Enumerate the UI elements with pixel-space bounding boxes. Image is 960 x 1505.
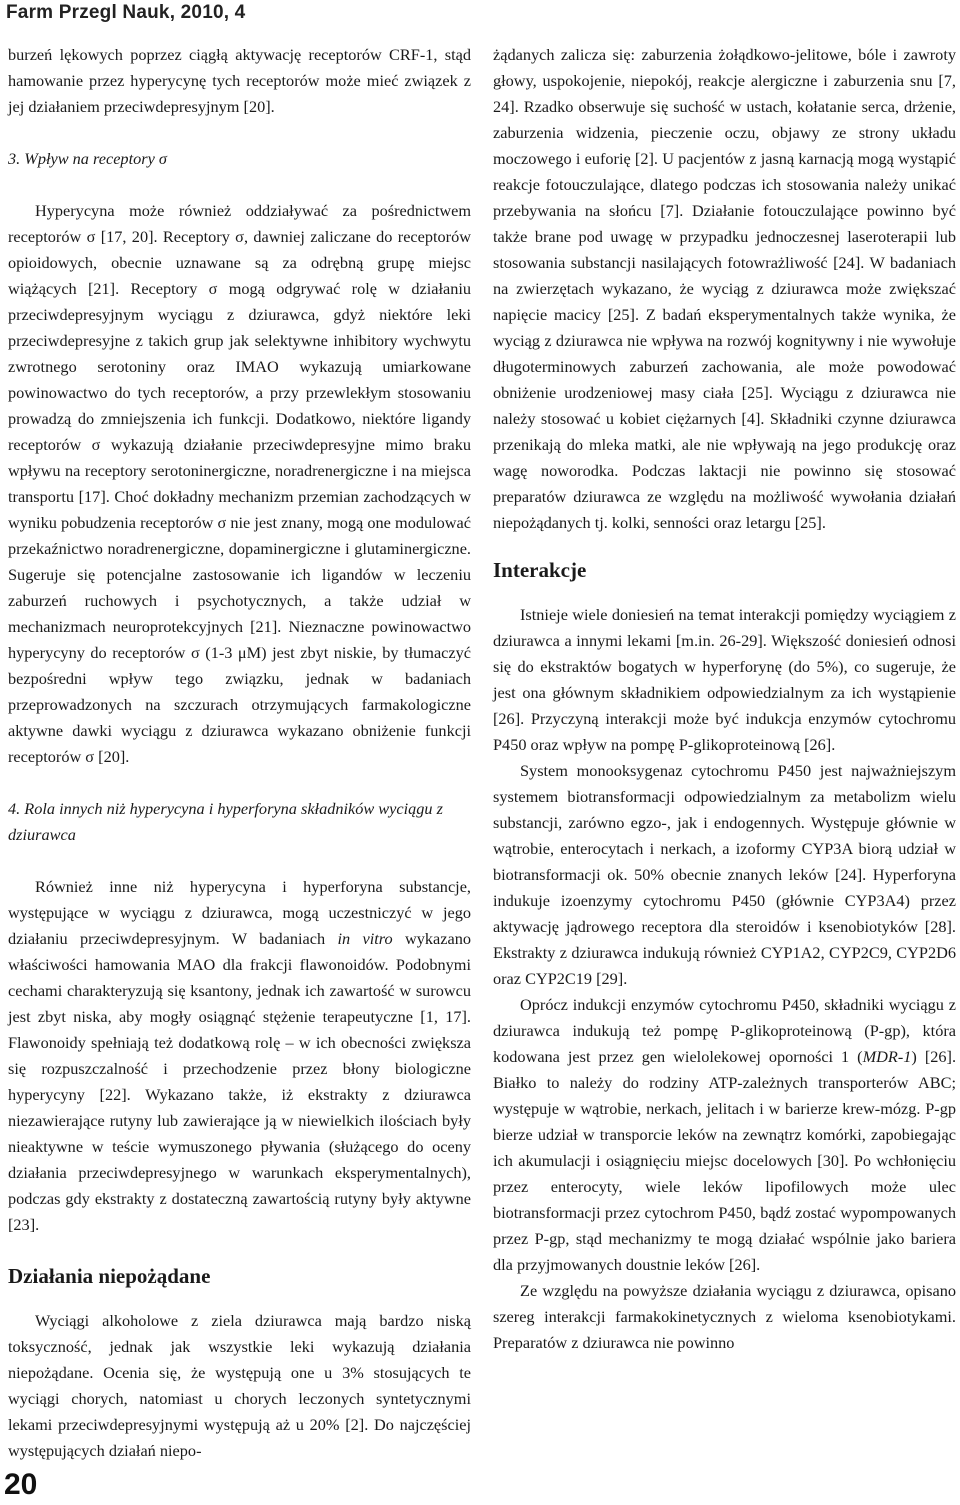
text-run: Oprócz indukcji enzymów cytochromu P450, składniki wyciągu z dziurawca indukują też pompę P-glikoproteinową (P-gp), która kodowana jest przez gen wielolekowej oporności 1 ( xyxy=(493,995,956,1066)
text-run: ) [26]. Białko to należy do rodziny ATP-zależnych transporterów ABC; występuje w wątrobie, nerkach, jelitach i w barierze krew-mózg. P-gp bierze udział w transporcie leków na zewnątrz komórki, zapobiegając ich akumulacji i osiągnięciu miejsc docelowych [30]. Po wchłonięciu przez enterocyty, wiele leków lipofilowych może ulec biotransformacji przez cytochrom P450, bądź zostać wypompowanych przez P-gp, stąd mechanizmy te mogą działać wspólnie jako bariera dla przyjmowanych doustnie leków [26]. xyxy=(493,1047,957,1274)
subsection-heading-4: 4. Rola innych niż hyperycyna i hyperforyna składników wyciągu z dziurawca xyxy=(8,799,443,844)
right-column xyxy=(493,42,956,1356)
italic-text: in vitro xyxy=(337,929,393,948)
paragraph: burzeń lękowych poprzez ciągłą aktywację receptorów CRF-1, stąd hamowanie przez hyperycynę tych receptorów może mieć związek z jej działaniem przeciwdepresyjnym [20]. xyxy=(8,45,471,116)
paragraph xyxy=(493,992,956,1278)
paragraph xyxy=(8,874,471,1238)
journal-header: Farm Przegl Nauk, 2010, 4 xyxy=(6,2,246,23)
paragraph: żądanych zalicza się: zaburzenia żołądkowo-jelitowe, bóle i zawroty głowy, uspokojenie, niepokój, reakcje alergiczne i zaburzenia snu [7, 24]. Rzadko obserwuje się suchość w ustach, kołatanie serca, drżenie, zaburzenia widzenia, pieczenie oczu, objawy ze strony układu moczowego i euforię [2]. U pacjentów z jasną karnacją mogą wystąpić reakcje fotouczulające, dlatego podczas ich stosowania należy unikać przebywania na słońcu [7]. Działanie fotouczulające powinno być także brane pod uwagę w przypadku jednoczesnej laseroterapii lub stosowania substancji nasilających fotowrażliwość [24]. W badaniach na zwierzętach wykazano, że wyciąg z dziurawca może zwiększać napięcie macicy [25]. Z badań eksperymentalnych także wynika, że wyciąg z dziurawca nie wpływa na rozwój kognitywny i nie wywołuje długoterminowych zaburzeń zachowania, ale może powodować obniżenie urodzeniowej masy ciała [25]. Wyciągu z dziurawca nie należy stosować u kobiet ciężarnych [4]. Składniki czynne dziurawca przenikają do mleka matki, ale nie wpływają na jego produkcję oraz wagę noworodka. Podczas laktacji nie powinno się stosować preparatów dziurawca ze względu na możliwość wywołania działań niepożądanych tj. kolki, senności oraz letargu [25]. xyxy=(493,45,956,532)
paragraph: System monooksygenaz cytochromu P450 jest najważniejszym systemem biotransformacji odpowiedzialnym za metabolizm wielu substancji, zarówno egzo-, jak i endogennych. Występuje głównie w wątrobie, enterocytach i nerkach, a izoformy CYP3A biorą udział w biotransformacji ok. 50% obecnie znanych leków [24]. Hyperforyna indukuje izoenzymy cytochromu P450 (głównie CYP3A4) przez aktywację jądrowego receptora dla steroidów i ksenobiotyków [28]. Ekstrakty z dziurawca indukują również CYP1A2, CYP2C9, CYP2D6 oraz CYP2C19 [29]. xyxy=(493,761,956,988)
section-heading-adverse-effects: Działania niepożądane xyxy=(8,1264,211,1288)
section-heading-interactions: Interakcje xyxy=(493,558,587,582)
italic-text: MDR-1 xyxy=(862,1047,912,1066)
paragraph: Ze względu na powyższe działania wyciągu z dziurawca, opisano szereg interakcji farmakokinetycznych z wieloma ksenobiotykami. Preparatów z dziurawca nie powinno xyxy=(493,1281,956,1352)
paragraph: Hyperycyna może również oddziaływać za pośrednictwem receptorów σ [17, 20]. Receptory σ, dawniej zaliczane do receptorów opioidowych, obecnie uznawane są za odrębną grupę miejsc wiążących [21]. Receptory σ mogą odgrywać rolę w działaniu przeciwdepresyjnym wyciągu z dziurawca, gdyż niektóre leki przeciwdepresyjne z takich grup jak selektywne inhibitory wychwytu zwrotnego serotoniny oraz IMAO wykazują umiarkowane powinowactwo do tych receptorów, a przy przewlekłym stosowaniu prowadzą do zmniejszenia ich funkcji. Dodatkowo, niektóre ligandy receptorów σ wykazują działanie przeciwdepresyjne mimo braku wpływu na receptory serotoninergiczne, noradrenergiczne i na miejsca transportu [17]. Choć dokładny mechanizm przemian zachodzących w wyniku pobudzenia receptorów σ nie jest znany, mogą one modulować przekaźnictwo noradrenergiczne, dopaminergiczne i glutaminergiczne. Sugeruje się potencjalne zastosowanie ich ligandów w leczeniu zaburzeń ruchowych i psychotycznych, a także udział w mechanizmach neuroprotekcyjnych [21]. Nieznaczne powinowactwo hyperycyny do receptorów σ (1-3 μM) jest zbyt niskie, by tłumaczyć bezpośredni wpływ tego związku, jednak w badaniach przeprowadzonych na szczurach otrzymujących farmakologiczne aktywne dawki wyciągu z dziurawca wykazano obniżenie funkcji receptorów σ [20]. xyxy=(8,201,471,766)
subsection-heading-3: 3. Wpływ na receptory σ xyxy=(8,149,167,168)
paragraph: Istnieje wiele doniesień na temat interakcji pomiędzy wyciągiem z dziurawca a innymi lekami [m.in. 26-29]. Większość doniesień odnosi się do ekstraktów bogatych w hyperforynę (do 5%), co sugeruje, że jest ona głównym składnikiem odpowiedzialnym za ich wystąpienie [26]. Przyczyną interakcji może być indukcja enzymów cytochromu P450 oraz wpływ na pompę P-glikoproteinową [26]. xyxy=(493,605,956,754)
left-column xyxy=(8,42,471,1464)
text-run: Również inne niż hyperycyna i hyperforyna substancje, występujące w wyciągu z dziurawca, mogą uczestniczyć w jego działaniu przeciwdepresyjnym. W badaniach xyxy=(8,877,471,948)
page-number: 20 xyxy=(4,1468,38,1501)
paragraph: Wyciągi alkoholowe z ziela dziurawca mają bardzo niską toksyczność, jednak jak wszystkie leki wykazują działania niepożądane. Ocenia się, że występują one u 3% stosujących te wyciągi chorych, natomiast u chorych leczonych syntetycznymi lekami przeciwdepresyjnymi występują aż u 20% [2]. Do najczęściej występujących działań niepo- xyxy=(8,1311,471,1460)
text-run: wykazano właściwości hamowania MAO dla frakcji flawonoidów. Podobnymi cechami charakteryzują się ksantony, jednak ich zawartość w surowcu jest zbyt niska, aby mogły osiągnąć stężenie terapeutyczne [1, 17]. Flawonoidy spełniają też dodatkową rolę – w ich obecności zwiększa się rozpuszczalność i przechodzenie przez błony biologiczne hyperycyny [22]. Wykazano także, iż ekstrakty z dziurawca niezawierające rutyny lub zawierające ją w niewielkich ilościach były nieaktywne w teście wymuszonego pływania (służącego do oceny działania przeciwdepresyjnego w warunkach eksperymentalnych), podczas gdy ekstrakty z dostateczną zawartością rutyny były aktywne [23]. xyxy=(8,929,471,1234)
